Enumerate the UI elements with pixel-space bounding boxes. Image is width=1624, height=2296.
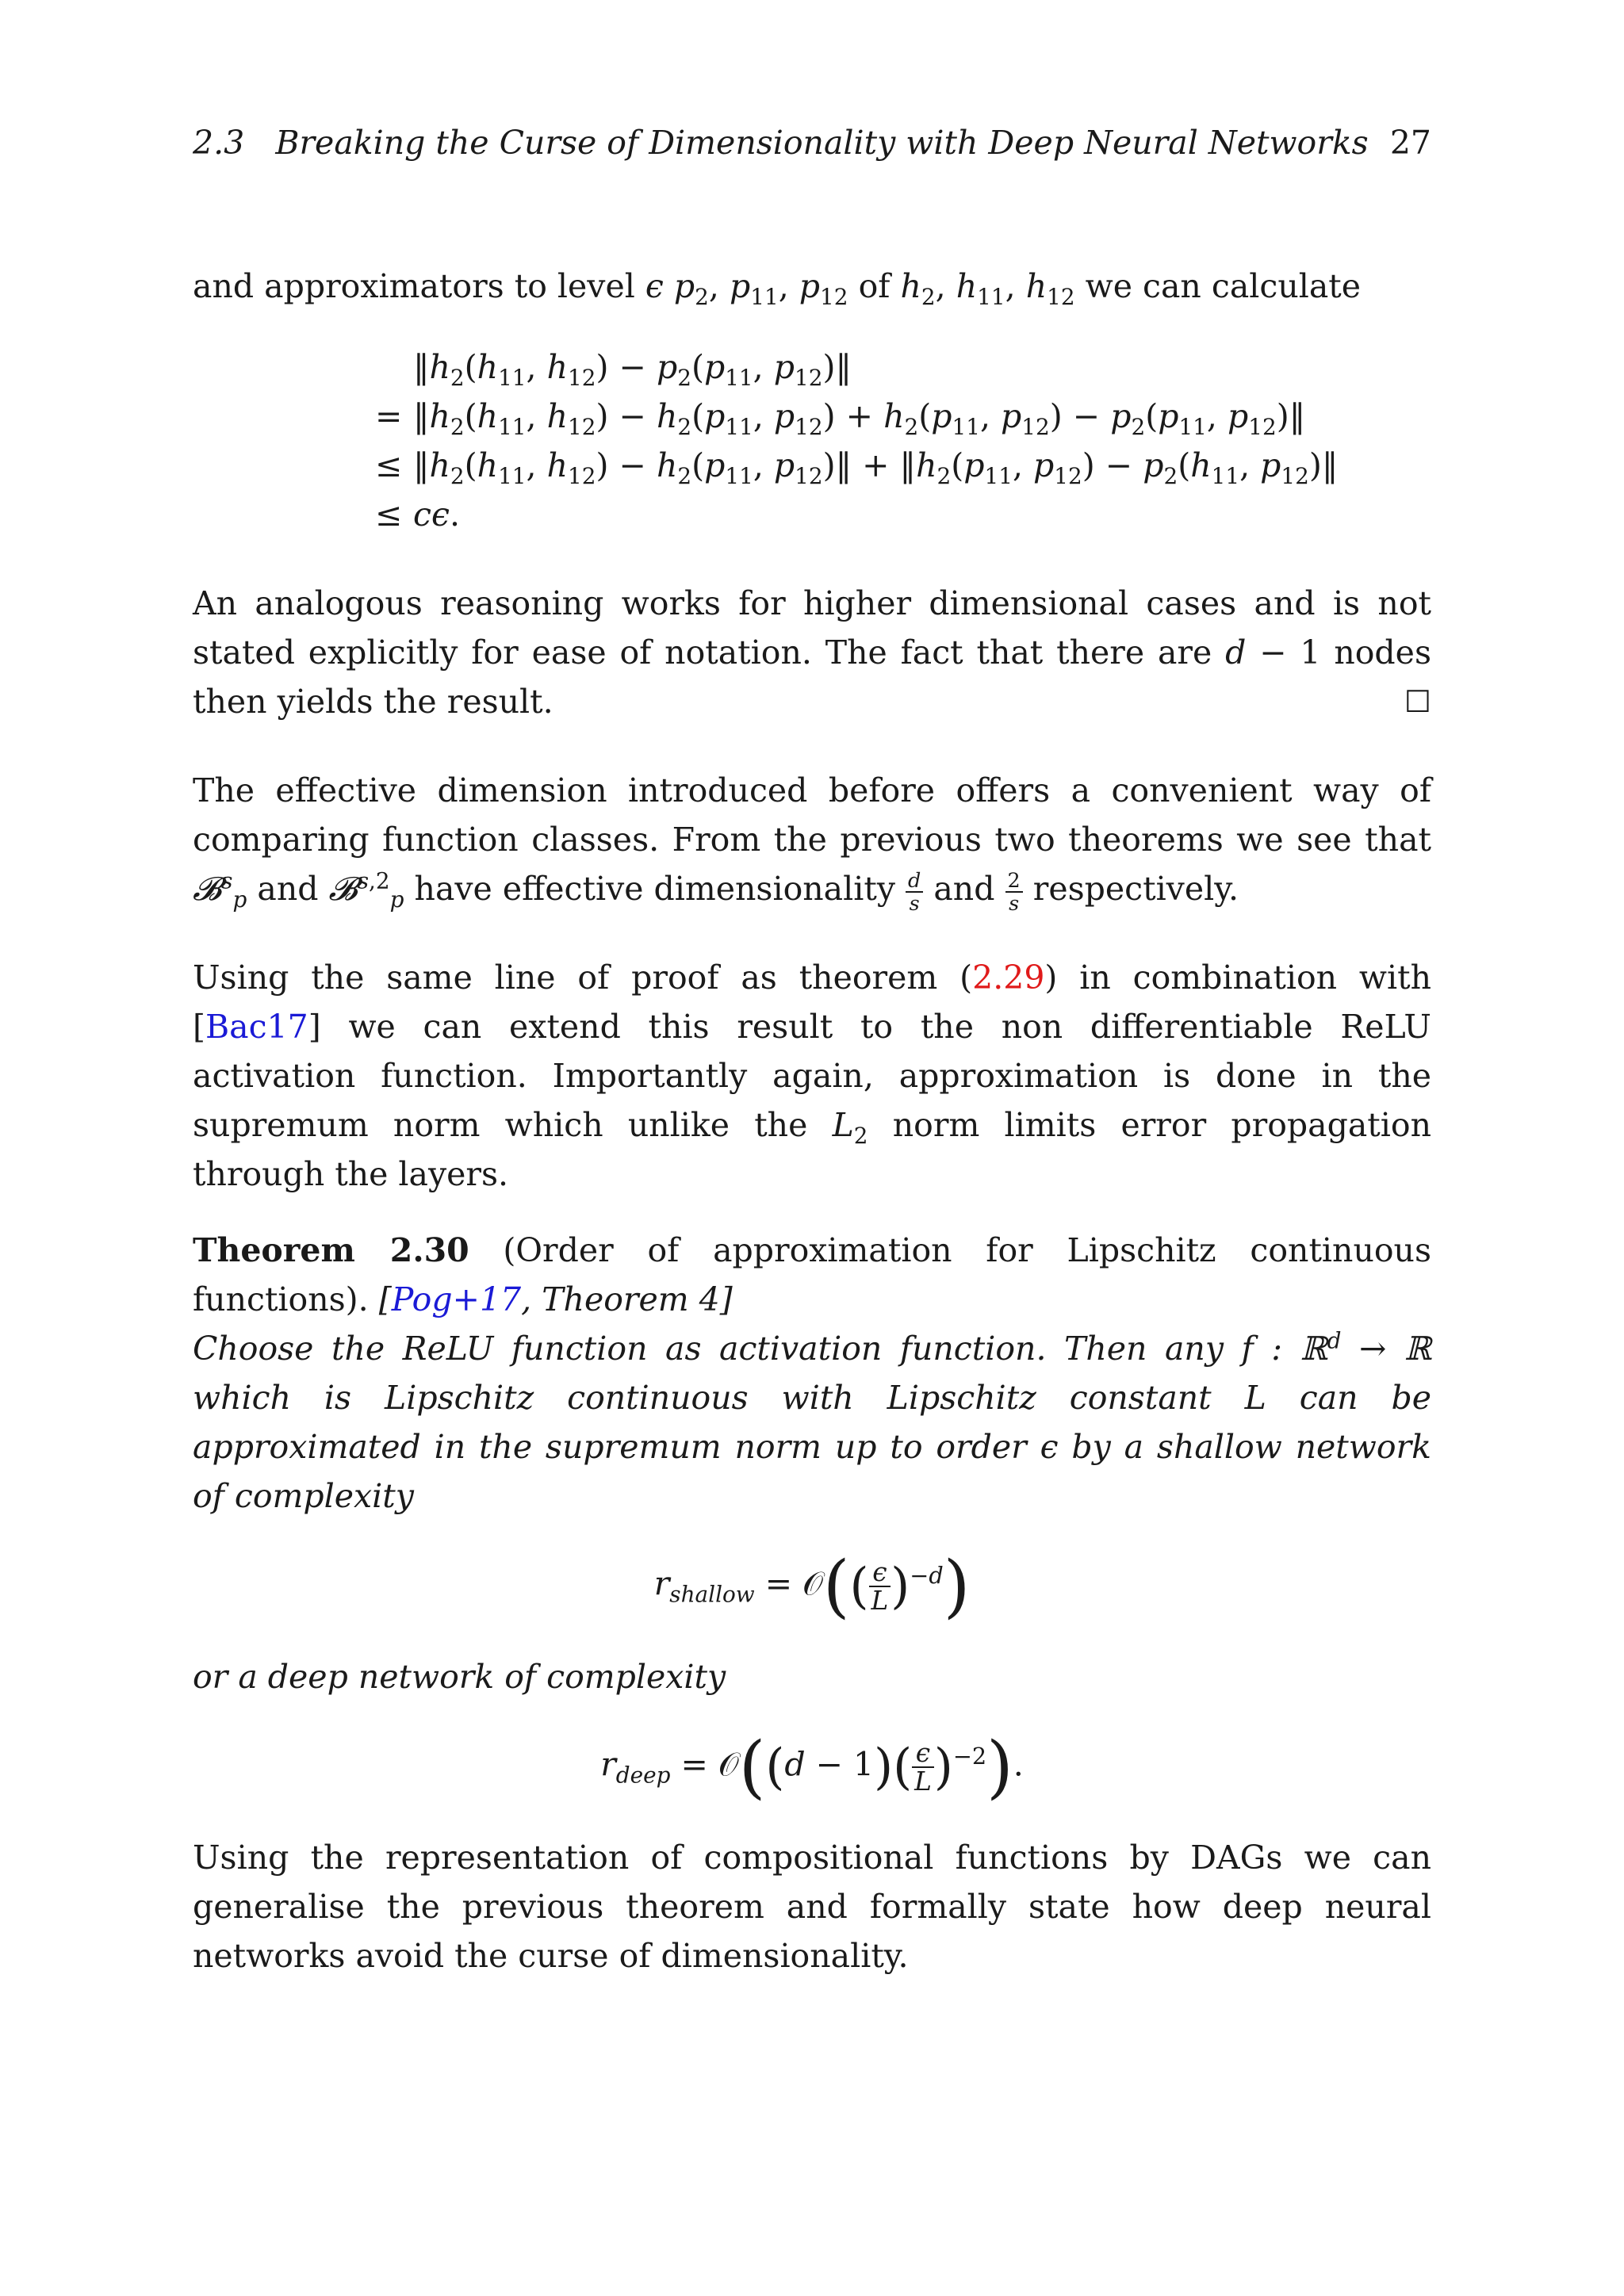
paragraph-dags: Using the representation of compositional functions by DAGs we can generalise the previous theorem and formally state how deep neural networks avoid the curse of dimensionality. <box>193 1839 1431 1976</box>
running-head-title: 2.3 Breaking the Curse of Dimensionality with Deep Neural Networks <box>193 124 1369 162</box>
qed-icon: ☐ <box>1404 684 1431 719</box>
running-head <box>193 119 1431 166</box>
equation-shallow: $r_{shallow}$ = 𝒪(( $\frac{\epsilon}{L}$ )$^{-d}$) <box>653 1547 971 1627</box>
equation-deep: $r_{deep}$ = 𝒪((d − 1)( $\frac{\epsilon}{L}$ )$^{-2}$). <box>600 1728 1024 1808</box>
paragraph-analogous: An analogous reasoning works for higher dimensional cases and is not stated explicitly for ease of notation. The fact that there are d − 1 nodes then yields the result. ☐ <box>193 579 1431 726</box>
theorem-heading: Theorem 2.30 (Order of approximation for Lipschitz continuous functions). [Pog+17, Theorem 4] <box>193 1231 1431 1319</box>
theorem-statement: Choose the ReLU function as activation function. Then any f : ℝ$^d$ → ℝ which is Lipschitz continuous with Lipschitz constant L can be approximated in the supremum norm up to order ϵ by a shallow network of complexity <box>193 1327 1432 1516</box>
citation-link-bac17[interactable]: Bac17 <box>205 1008 308 1047</box>
aligned-inequality: $‖h_2(h_{11}$, $h_{12}) - p_2(p_{11}$, $p_{12})‖$ = $‖h_2(h_{11}$, $h_{12}) - h_2(p_{11}$, $p_{12}) + h_2(p_{11}$, $p_{12}) - p_2(p_{11}$, $p_{12})‖$ ≤ $‖h_2(h_{11}$, $h_{12}) - h_2(p_{11}$, $p_{12})‖$ + $‖h_2(p_{11}$, $p_{12}) - p_2(h_{11}$, $p_{12})‖$ ≤ cϵ. <box>375 348 1339 534</box>
paragraph-effective-dimension: The effective dimension introduced before offers a convenient way of comparing function classes. From the previous two theorems we see that 𝓑$^s_p$ and 𝓑$^{s,2}_p$ have effective dimensionality $\frac{d}{s}$ and $\frac{2}{s}$ respectively. <box>193 771 1431 915</box>
page-number: 27 <box>1389 124 1431 162</box>
theorem-middle-text: or a deep network of complexity <box>193 1658 726 1697</box>
page-body <box>193 262 1431 1980</box>
citation-link-pog17[interactable]: Pog+17 <box>391 1280 522 1319</box>
paragraph-relu-extension: Using the same line of proof as theorem (2.29) in combination with [Bac17] we can extend this result to the non differentiable ReLU activation function. Importantly again, approximation is done in the supremum norm which unlike the $L_2$ norm limits error propagation through the layers. <box>193 959 1431 1194</box>
theorem-ref-link[interactable]: 2.29 <box>972 959 1045 997</box>
paragraph-approximators: and approximators to level ϵ $p_2$, $p_{11}$, $p_{12}$ of $h_2$, $h_{11}$, $h_{12}$ we can calculate <box>193 267 1362 311</box>
